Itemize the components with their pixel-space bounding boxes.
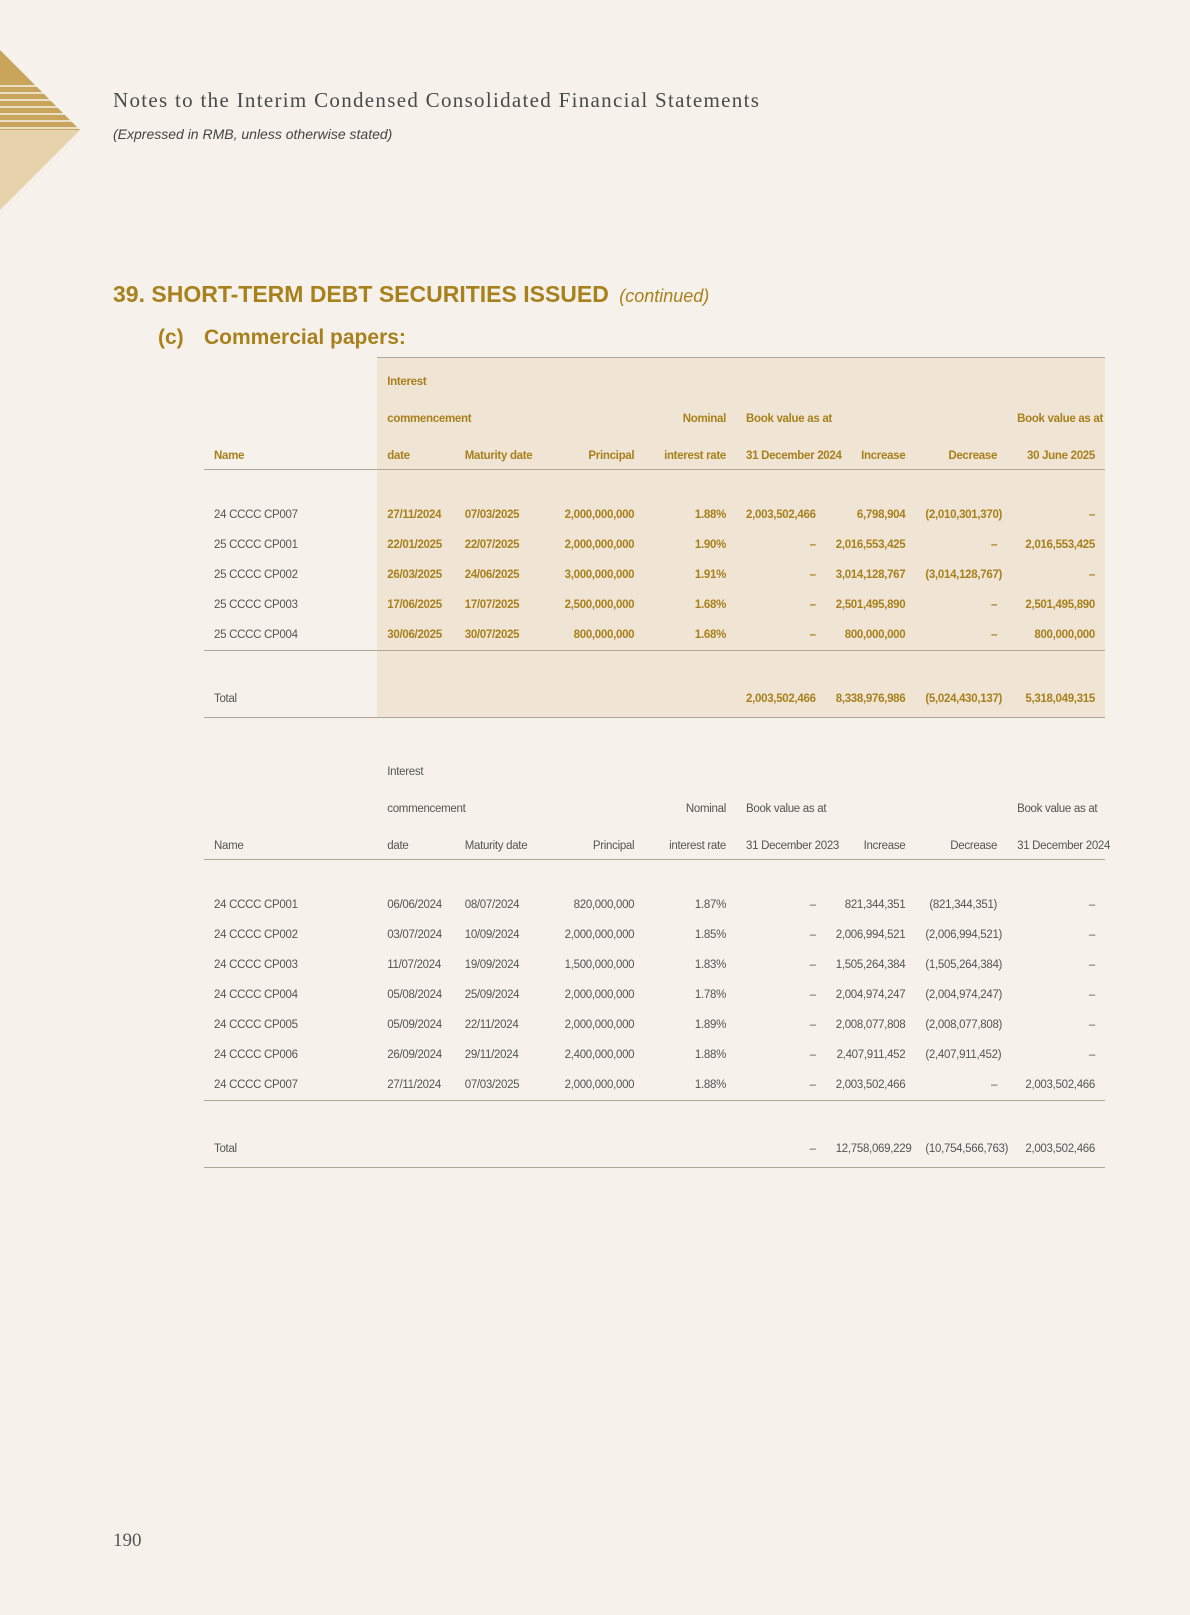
cell: – bbox=[736, 620, 826, 651]
header-cell: Principal bbox=[553, 822, 645, 860]
cell: – bbox=[1007, 560, 1105, 590]
cell: 2,000,000,000 bbox=[553, 500, 645, 530]
cell: – bbox=[915, 530, 1007, 560]
total-cell: (10,754,566,763) bbox=[915, 1131, 1007, 1168]
cell: 2,000,000,000 bbox=[553, 530, 645, 560]
table-row bbox=[204, 1070, 1105, 1101]
header-cell: 31 December 2023 bbox=[736, 822, 826, 860]
cell: (2,010,301,370) bbox=[915, 500, 1007, 530]
cell: 25 CCCC CP001 bbox=[214, 539, 298, 551]
cell: 19/09/2024 bbox=[464, 959, 520, 971]
cell: 1,505,264,384 bbox=[835, 959, 906, 971]
header-row bbox=[204, 358, 1105, 396]
section-title bbox=[113, 281, 709, 308]
cell: 2,004,974,247 bbox=[835, 989, 906, 1001]
cell: 24 CCCC CP006 bbox=[214, 1049, 298, 1061]
cell: 1.90% bbox=[644, 530, 736, 560]
cell: 10/09/2024 bbox=[464, 929, 520, 941]
total-cell: 8,338,976,986 bbox=[826, 681, 916, 718]
cell: 1.88% bbox=[644, 1070, 736, 1101]
cell: 30/06/2025 bbox=[377, 620, 454, 651]
cell: (2,407,911,452) bbox=[925, 1049, 1002, 1061]
header-cell: Principal bbox=[553, 432, 645, 470]
cell: (3,014,128,767) bbox=[915, 560, 1007, 590]
header-cell: Name bbox=[204, 432, 377, 470]
cell: 2,501,495,890 bbox=[1007, 590, 1105, 620]
cell: 29/11/2024 bbox=[464, 1049, 519, 1061]
cell: 08/07/2024 bbox=[464, 899, 520, 911]
header-cell: Book value as at bbox=[1017, 803, 1098, 815]
header-cell: commencement bbox=[377, 395, 454, 432]
cell: – bbox=[736, 560, 826, 590]
cell: – bbox=[1088, 989, 1095, 1001]
cell: 800,000,000 bbox=[553, 620, 645, 651]
section-title-text: SHORT-TERM DEBT SECURITIES ISSUED bbox=[151, 281, 609, 307]
table-row bbox=[204, 590, 1105, 620]
cell: 24 CCCC CP007 bbox=[204, 1070, 377, 1101]
cell: 2,003,502,466 bbox=[736, 500, 826, 530]
cell: – bbox=[736, 1070, 826, 1101]
cell: – bbox=[809, 1049, 816, 1061]
cell: 2,016,553,425 bbox=[826, 530, 916, 560]
cell: – bbox=[1088, 929, 1095, 941]
cell: – bbox=[1088, 899, 1095, 911]
cell: 24 CCCC CP005 bbox=[214, 1019, 298, 1031]
cell: 03/07/2024 bbox=[387, 929, 442, 941]
table-row bbox=[204, 1040, 1105, 1070]
cell: 05/09/2024 bbox=[387, 1019, 442, 1031]
table-row bbox=[204, 980, 1105, 1010]
header-cell: Book value as at bbox=[736, 395, 826, 432]
total-cell: 5,318,049,315 bbox=[1007, 681, 1105, 718]
total-cell: 2,003,502,466 bbox=[736, 681, 826, 718]
header-cell: Decrease bbox=[915, 432, 1007, 470]
total-cell: (5,024,430,137) bbox=[915, 681, 1007, 718]
cell: – bbox=[736, 530, 826, 560]
header-cell: Increase bbox=[826, 822, 916, 860]
cell: – bbox=[1088, 959, 1095, 971]
cell: 22/07/2025 bbox=[455, 530, 553, 560]
cell: – bbox=[915, 1070, 1007, 1101]
cell: 25 CCCC CP002 bbox=[214, 569, 298, 581]
cell: 11/07/2024 bbox=[387, 959, 441, 971]
cell: 800,000,000 bbox=[1007, 620, 1105, 651]
total-row bbox=[204, 681, 1105, 718]
cell: 22/11/2024 bbox=[464, 1019, 519, 1031]
header-cell: date bbox=[377, 432, 454, 470]
cell: 3,014,128,767 bbox=[826, 560, 916, 590]
cell: 2,407,911,452 bbox=[836, 1049, 906, 1061]
header-cell: Nominal bbox=[644, 395, 736, 432]
header-cell: Decrease bbox=[915, 822, 1007, 860]
cell: 6,798,904 bbox=[826, 500, 916, 530]
cell: 2,006,994,521 bbox=[835, 929, 906, 941]
cell: 07/03/2025 bbox=[455, 500, 553, 530]
sub-section-letter: (c) bbox=[158, 326, 184, 349]
cell: 821,344,351 bbox=[844, 899, 906, 911]
section-number: 39. bbox=[113, 281, 145, 307]
sub-section-title bbox=[158, 326, 406, 350]
cell: (821,344,351) bbox=[929, 899, 998, 911]
cell: 1.87% bbox=[694, 899, 726, 911]
cell: – bbox=[1088, 1049, 1095, 1061]
cell: 30/07/2025 bbox=[455, 620, 553, 651]
cell: 1.68% bbox=[644, 590, 736, 620]
header-cell: Maturity date bbox=[455, 432, 553, 470]
header-cell: Increase bbox=[826, 432, 916, 470]
cell: 27/11/2024 bbox=[377, 1070, 454, 1101]
commercial-papers-table-2024 bbox=[204, 748, 1111, 1168]
cell: 25 CCCC CP003 bbox=[214, 599, 298, 611]
cell: 2,016,553,425 bbox=[1007, 530, 1105, 560]
cell: – bbox=[809, 1019, 816, 1031]
cell: 2,400,000,000 bbox=[564, 1049, 635, 1061]
total-cell: 2,003,502,466 bbox=[1007, 1131, 1105, 1168]
section-continued: (continued) bbox=[619, 286, 710, 306]
cell: 05/08/2024 bbox=[387, 989, 442, 1001]
cell: 1.91% bbox=[644, 560, 736, 590]
cell: 1.88% bbox=[694, 1049, 726, 1061]
cell: 2,501,495,890 bbox=[826, 590, 916, 620]
cell: 1.68% bbox=[644, 620, 736, 651]
header-row bbox=[204, 395, 1105, 432]
header-cell: Name bbox=[204, 822, 377, 860]
cell: 800,000,000 bbox=[826, 620, 916, 651]
cell: 2,008,077,808 bbox=[835, 1019, 906, 1031]
cell: 24/06/2025 bbox=[455, 560, 553, 590]
cell: 24 CCCC CP002 bbox=[214, 929, 298, 941]
cell: 25/09/2024 bbox=[464, 989, 520, 1001]
cell: 2,500,000,000 bbox=[553, 590, 645, 620]
table-row bbox=[204, 500, 1105, 530]
header-cell: interest rate bbox=[644, 432, 736, 470]
cell: 1.85% bbox=[694, 929, 726, 941]
cell: 27/11/2024 bbox=[377, 500, 454, 530]
cell: 17/07/2025 bbox=[455, 590, 553, 620]
cell: 06/06/2024 bbox=[387, 899, 442, 911]
sub-section-text: Commercial papers: bbox=[204, 326, 406, 349]
header-cell: Book value as at bbox=[746, 803, 827, 815]
cell: 2,000,000,000 bbox=[553, 1070, 645, 1101]
header-cell: commencement bbox=[387, 803, 466, 815]
header-row bbox=[204, 748, 1105, 785]
cell: 1.83% bbox=[694, 959, 726, 971]
cell: – bbox=[915, 590, 1007, 620]
cell: 1.89% bbox=[694, 1019, 726, 1031]
cell: (2,008,077,808) bbox=[925, 1019, 1003, 1031]
cell: 2,000,000,000 bbox=[564, 929, 635, 941]
cell: 2,003,502,466 bbox=[1007, 1070, 1105, 1101]
cell: (2,006,994,521) bbox=[925, 929, 1003, 941]
header-cell: Maturity date bbox=[455, 822, 553, 860]
cell: 1,500,000,000 bbox=[564, 959, 635, 971]
header-row bbox=[204, 785, 1105, 822]
table-row bbox=[204, 560, 1105, 590]
cell: – bbox=[1088, 1019, 1095, 1031]
page-header-subtitle: (Expressed in RMB, unless otherwise stated) bbox=[113, 126, 393, 142]
cell: 1.88% bbox=[644, 500, 736, 530]
cell: 24 CCCC CP004 bbox=[214, 989, 298, 1001]
table-row bbox=[204, 530, 1105, 560]
total-cell: 12,758,069,229 bbox=[826, 1131, 916, 1168]
total-label: Total bbox=[204, 1131, 377, 1168]
cell: 820,000,000 bbox=[573, 899, 635, 911]
cell: 07/03/2025 bbox=[455, 1070, 553, 1101]
cell: 24 CCCC CP003 bbox=[214, 959, 298, 971]
header-cell: Interest bbox=[387, 766, 424, 778]
total-label: Total bbox=[204, 681, 377, 718]
table-row bbox=[204, 890, 1105, 920]
cell: 24 CCCC CP001 bbox=[214, 899, 298, 911]
cell: 25 CCCC CP004 bbox=[204, 620, 377, 651]
commercial-papers-table-2025 bbox=[204, 357, 1105, 718]
cell: 1.78% bbox=[694, 989, 726, 1001]
cell: 17/06/2025 bbox=[377, 590, 454, 620]
header-cell: 31 December 2024 bbox=[736, 432, 826, 470]
header-row bbox=[204, 432, 1105, 470]
cell: – bbox=[809, 929, 816, 941]
cell: 26/09/2024 bbox=[387, 1049, 442, 1061]
cell: – bbox=[809, 989, 816, 1001]
cell: 22/01/2025 bbox=[377, 530, 454, 560]
header-cell: Interest bbox=[377, 358, 454, 396]
table-row bbox=[204, 920, 1105, 950]
cell: (2,004,974,247) bbox=[925, 989, 1003, 1001]
corner-decoration bbox=[0, 50, 80, 210]
header-cell: Book value as at bbox=[1007, 395, 1105, 432]
cell: – bbox=[809, 899, 816, 911]
table-row bbox=[204, 950, 1105, 980]
cell: – bbox=[809, 959, 816, 971]
cell: 26/03/2025 bbox=[377, 560, 454, 590]
cell: 3,000,000,000 bbox=[553, 560, 645, 590]
cell: – bbox=[1007, 500, 1105, 530]
header-cell: date bbox=[377, 822, 454, 860]
cell: – bbox=[915, 620, 1007, 651]
total-row bbox=[204, 1131, 1105, 1168]
header-cell: interest rate bbox=[644, 822, 736, 860]
header-row bbox=[204, 822, 1105, 860]
page-number: 190 bbox=[113, 1530, 142, 1551]
table-row bbox=[204, 620, 1105, 651]
cell: 2,000,000,000 bbox=[564, 1019, 635, 1031]
cell: 2,000,000,000 bbox=[564, 989, 635, 1001]
page-header-title: Notes to the Interim Condensed Consolidated Financial Statements bbox=[113, 88, 761, 112]
table-row bbox=[204, 1010, 1105, 1040]
cell: – bbox=[736, 590, 826, 620]
cell: 2,003,502,466 bbox=[826, 1070, 916, 1101]
total-cell: – bbox=[736, 1131, 826, 1168]
cell: 24 CCCC CP007 bbox=[214, 509, 298, 521]
header-cell: 31 December 2024 bbox=[1007, 822, 1105, 860]
cell: (1,505,264,384) bbox=[925, 959, 1003, 971]
header-cell: 30 June 2025 bbox=[1007, 432, 1105, 470]
header-cell: Nominal bbox=[685, 803, 726, 815]
